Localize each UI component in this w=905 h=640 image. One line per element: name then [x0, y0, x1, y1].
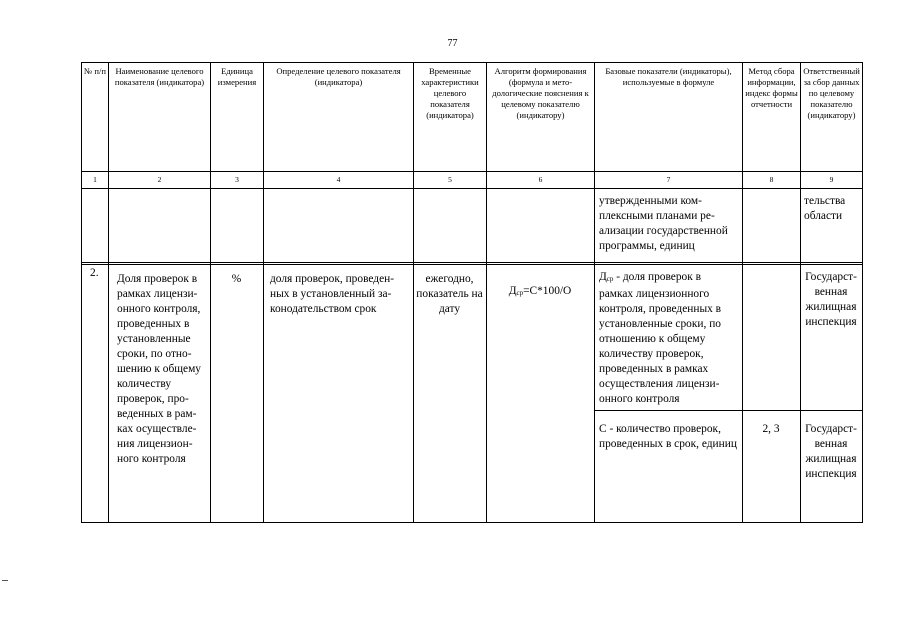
header-unit: Единица измерения [217, 66, 257, 87]
header-responsible: Ответственный за сбор данных по целевому показателю (индикатору) [803, 66, 860, 120]
header-bottom-border [81, 171, 863, 172]
column-number-3: 3 [235, 175, 239, 184]
column-border-9 [862, 62, 863, 523]
header-definition: Определение целевого показателя (индикатора) [276, 66, 401, 87]
continuation-base-indicators: утвержденными комплексными планами реализации государственной программы, единиц [599, 195, 728, 252]
row2-base-indicator-2: С - количество проверок, проведенных в срок, единиц [599, 423, 737, 450]
row2-timing: ежегодно, показатель на дату [416, 273, 483, 315]
base1-symbol: Д [599, 271, 607, 283]
table-top-border [81, 62, 863, 63]
row2-number: 2. [90, 267, 99, 279]
column-number-2: 2 [157, 175, 162, 184]
continuation-row-bottom-border [81, 262, 863, 263]
column-number-9: 9 [829, 175, 834, 184]
base1-text: - доля проверок в рамках лицензионного контроля, проведенных в установленные сроки, по отношению к общему количеству проверок, проведенных в рамках осуществления лицензионного контроля [599, 271, 722, 405]
column-number-1: 1 [93, 175, 97, 184]
row2-base1-method [743, 272, 799, 302]
row2-top-border [81, 264, 863, 265]
continuation-responsible: тельства области [804, 195, 846, 222]
page-number: 77 [447, 38, 458, 49]
formula-expression: =С*100/О [523, 285, 572, 297]
row2-base1-responsible: Государственная жилищная инспекция [805, 271, 857, 328]
header-name: Наименование целевого показателя (индикатора) [114, 66, 205, 87]
row2-unit: % [231, 273, 242, 285]
row2-indicator-name: Доля проверок в рамках лицензионного контроля, проведенных в установленные сроки, по отношению к общему количеству проверок, проведенных в рамках осуществления лицензионного контроля [117, 273, 201, 465]
header-algorithm: Алгоритм формирования (формула и методологические пояснения к целевому показателю (индикатору) [492, 66, 589, 120]
number-row-bottom-border [81, 188, 863, 189]
row2-formula [487, 284, 593, 314]
row2-base2-method: 2, 3 [762, 423, 780, 435]
column-number-8: 8 [769, 175, 774, 184]
row2-split-border [594, 410, 863, 411]
column-number-5: 5 [448, 175, 452, 184]
column-number-4: 4 [336, 175, 341, 184]
header-base-indicators: Базовые показатели (индикаторы), используемые в формуле [605, 66, 732, 87]
table-bottom-border [81, 522, 863, 523]
formula-symbol: Д [508, 285, 517, 297]
base1-subscript: ср [606, 275, 614, 283]
edge-mark [2, 580, 8, 581]
column-number-7: 7 [666, 175, 671, 184]
row2-base2-responsible: Государственная жилищная инспекция [805, 423, 857, 480]
header-method: Метод сбора информации, индекс формы отчетности [745, 66, 798, 109]
row2-base-indicator-1 [595, 270, 741, 408]
header-no: № п/п [84, 66, 106, 76]
column-number-6: 6 [538, 175, 543, 184]
header-timing: Временные характеристики целевого показателя (индикатора) [421, 66, 479, 120]
formula-subscript: ср [516, 289, 524, 297]
row2-definition: доля проверок, проведенных в установленный законодательством срок [270, 273, 395, 315]
